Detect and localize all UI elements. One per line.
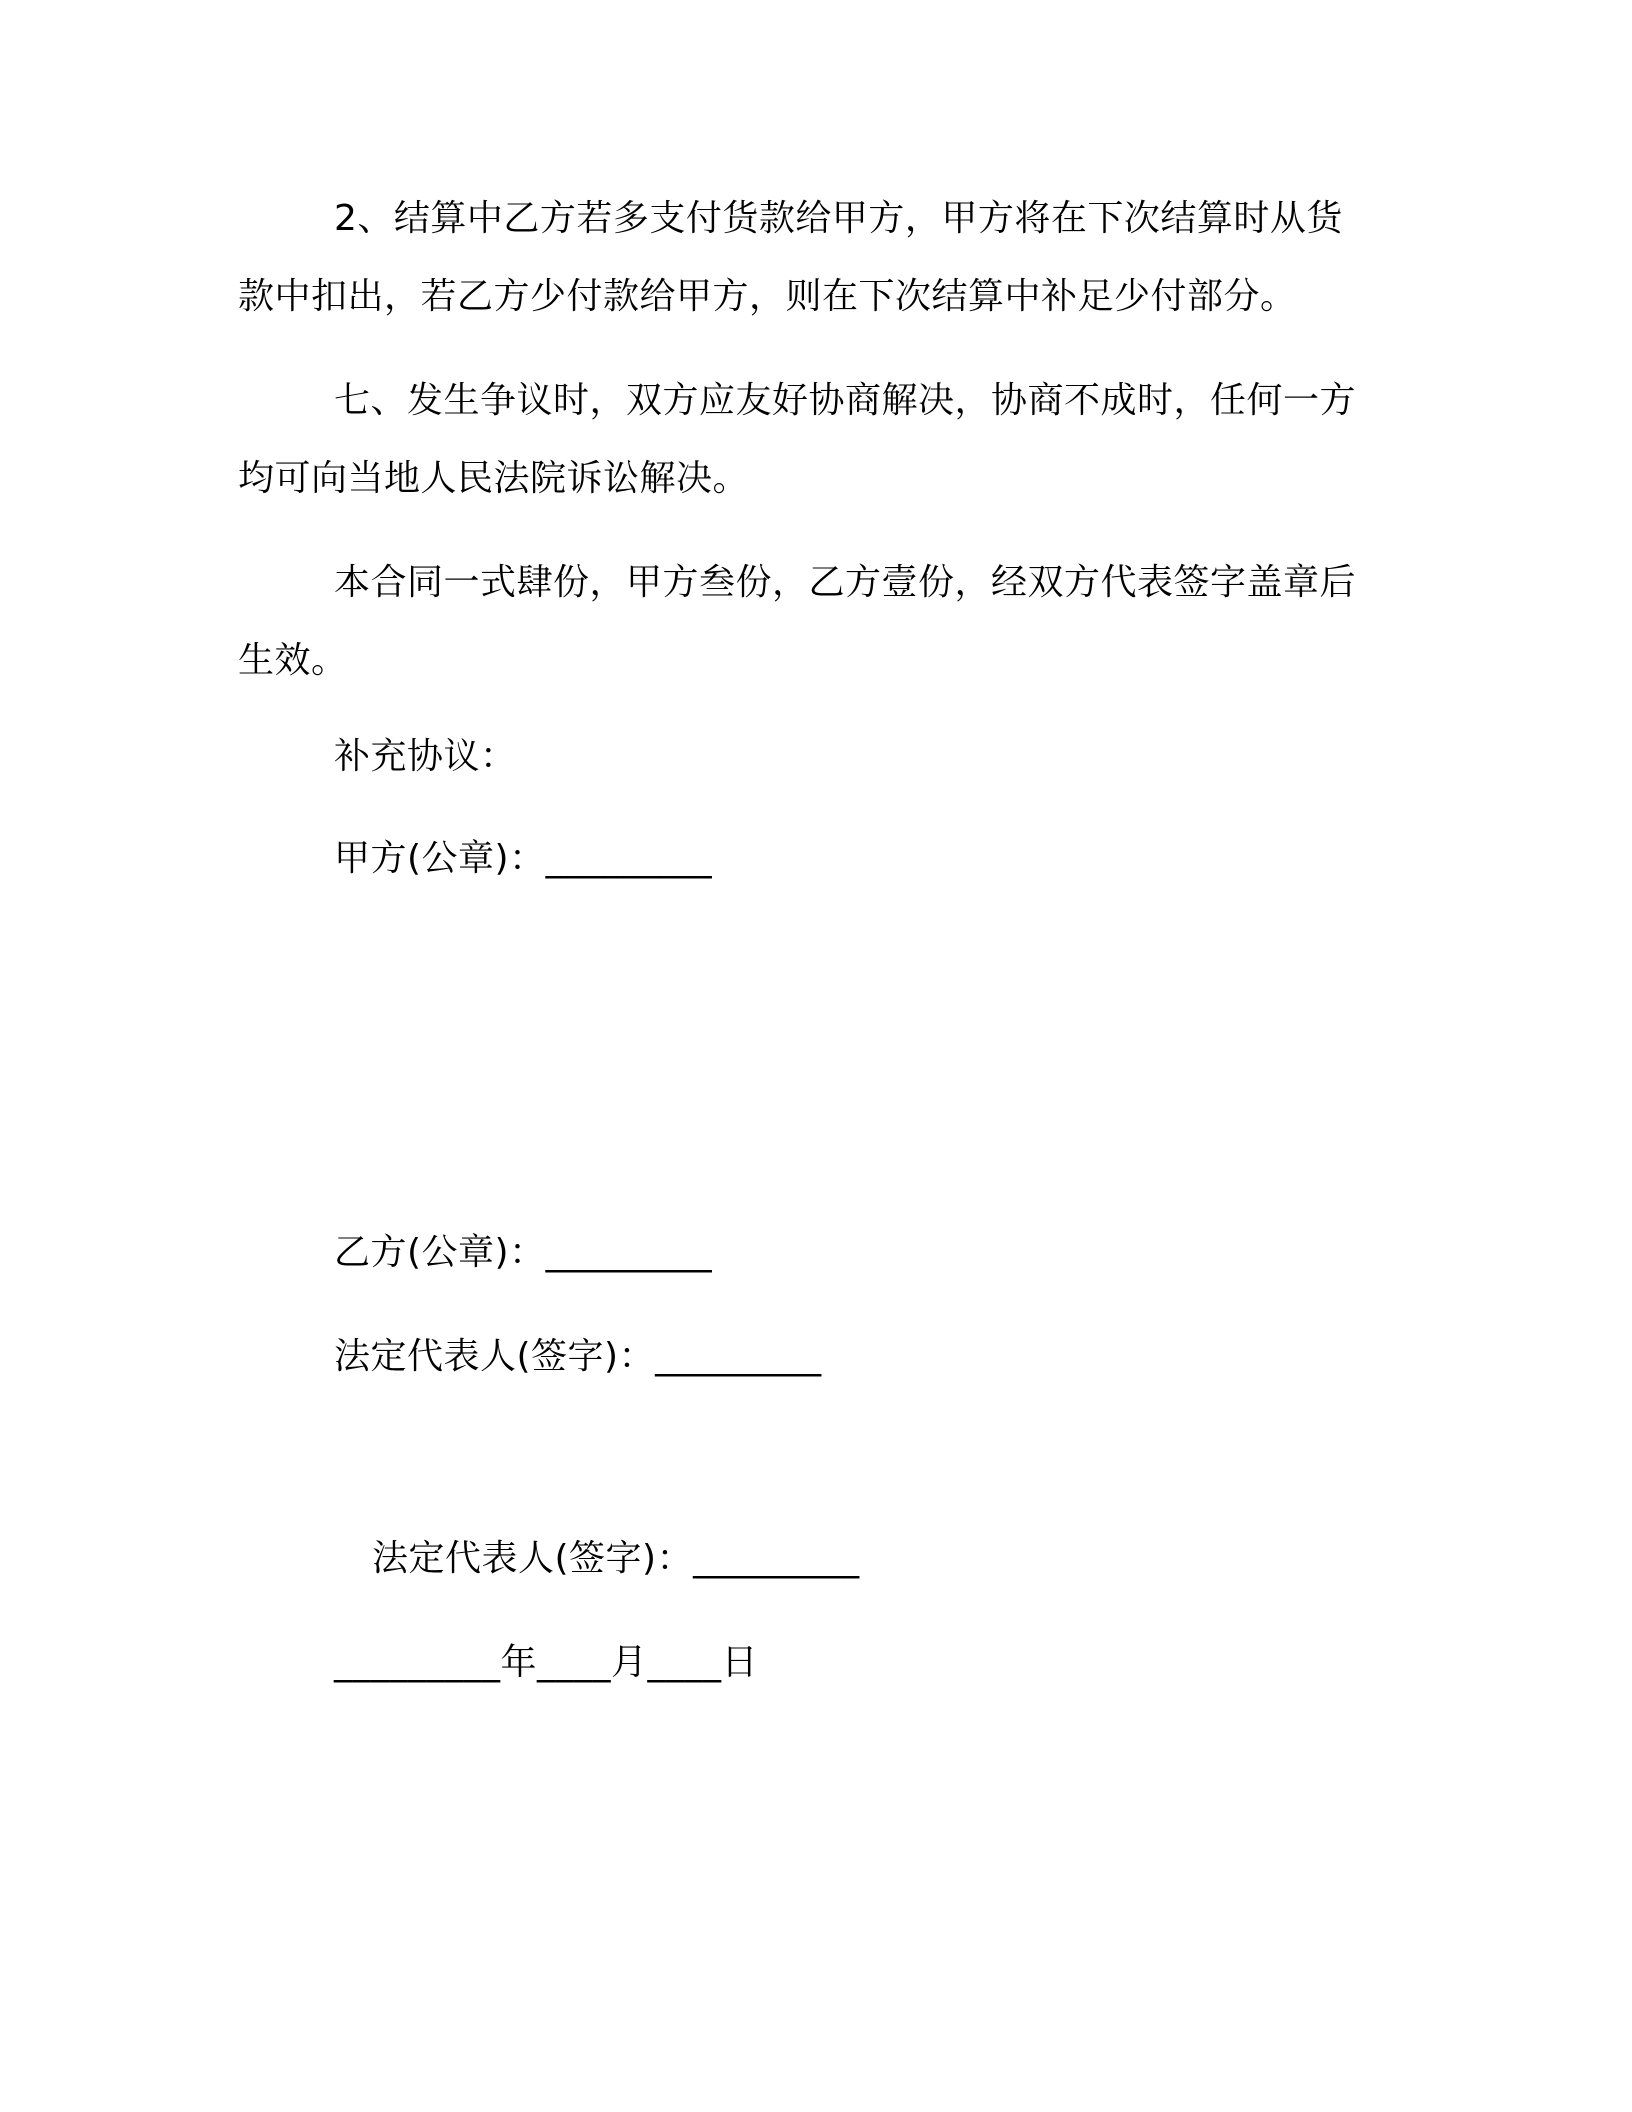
party-b-seal-line: 乙方(公章)：_________ <box>334 1232 713 1273</box>
party-a-seal-line: 甲方(公章)：_________ <box>334 838 713 879</box>
date-line: _________年____月____日 <box>334 1642 758 1683</box>
legal-rep-signature-line-2: 法定代表人(签字)：_________ <box>372 1538 860 1579</box>
settlement-clause-paragraph: 2、结算中乙方若多支付货款给甲方，甲方将在下次结算时从货款中扣出，若乙方少付款给甲方，则在下次结算中补足少付部分。 <box>238 198 1343 317</box>
copies-clause-paragraph: 本合同一式肆份，甲方叁份，乙方壹份，经双方代表签字盖章后生效。 <box>238 562 1357 681</box>
dispute-clause-paragraph: 七、发生争议时，双方应友好协商解决，协商不成时，任何一方均可向当地人民法院诉讼解决。 <box>238 380 1357 499</box>
legal-rep-signature-line: 法定代表人(签字)：_________ <box>334 1336 822 1377</box>
supplement-label: 补充协议： <box>334 736 517 777</box>
